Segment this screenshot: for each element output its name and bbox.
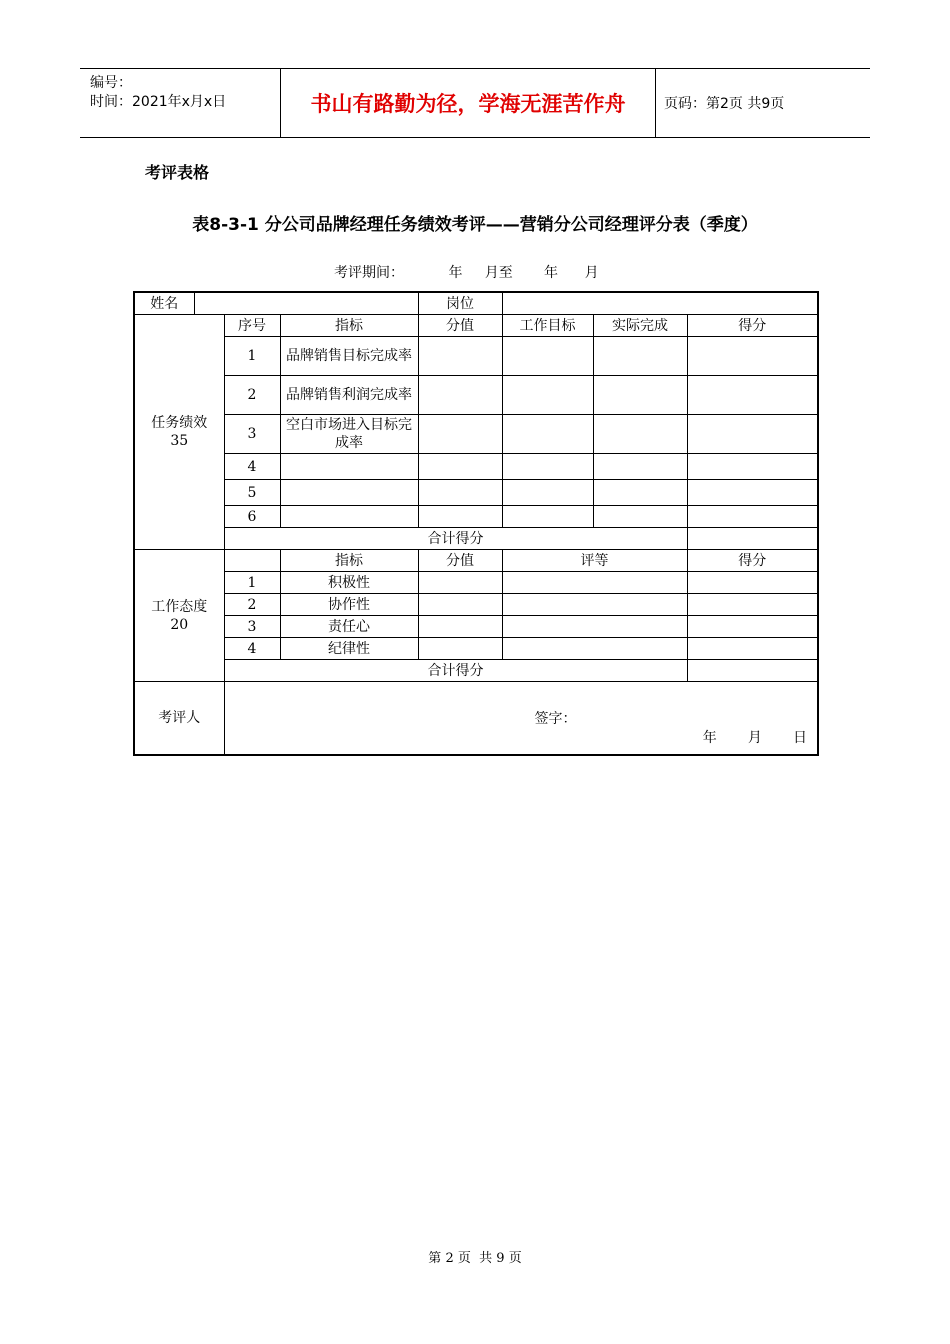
page-indicator: 页码：第2页 共9页 <box>664 96 785 112</box>
target-cell[interactable] <box>502 506 593 528</box>
points-cell[interactable] <box>687 337 818 376</box>
target-cell[interactable] <box>502 454 593 480</box>
row-no: 4 <box>224 454 280 480</box>
page-header <box>80 68 870 138</box>
points-cell[interactable] <box>687 506 818 528</box>
attitude-col-indicator: 指标 <box>280 550 418 572</box>
points-cell[interactable] <box>687 454 818 480</box>
actual-cell[interactable] <box>593 376 687 415</box>
target-cell[interactable] <box>502 337 593 376</box>
row-no: 3 <box>224 616 280 638</box>
table-row <box>134 376 818 415</box>
attitude-total-row <box>134 660 818 682</box>
table-row <box>134 506 818 528</box>
task-total-value[interactable] <box>687 528 818 550</box>
target-cell[interactable] <box>502 480 593 506</box>
task-col-no: 序号 <box>224 315 280 337</box>
evaluator-row <box>134 682 818 756</box>
table-row <box>134 638 818 660</box>
task-group-label: 任务绩效 35 <box>134 315 224 550</box>
row-indicator: 品牌销售目标完成率 <box>280 337 418 376</box>
footer-page-number: 2 <box>445 1251 454 1266</box>
period-line <box>334 262 599 282</box>
actual-cell[interactable] <box>593 337 687 376</box>
table-row <box>134 594 818 616</box>
row-indicator: 品牌销售利润完成率 <box>280 376 418 415</box>
score-cell[interactable] <box>418 454 502 480</box>
attitude-total-label: 合计得分 <box>224 660 687 682</box>
score-cell[interactable] <box>418 594 502 616</box>
table-title: 表8-3-1 分公司品牌经理任务绩效考评——营销分公司经理评分表（季度） <box>192 215 758 235</box>
attitude-header-row <box>134 550 818 572</box>
row-no: 4 <box>224 638 280 660</box>
grade-cell[interactable] <box>502 638 687 660</box>
actual-cell[interactable] <box>593 480 687 506</box>
evaluator-label: 考评人 <box>134 682 224 756</box>
name-label: 姓名 <box>134 292 194 315</box>
attitude-total-value[interactable] <box>687 660 818 682</box>
task-col-indicator: 指标 <box>280 315 418 337</box>
table-row <box>134 480 818 506</box>
task-col-actual: 实际完成 <box>593 315 687 337</box>
points-cell[interactable] <box>687 594 818 616</box>
row-no: 3 <box>224 415 280 454</box>
footer-page-total: 9 <box>496 1251 505 1266</box>
table-row <box>134 454 818 480</box>
row-indicator: 纪律性 <box>280 638 418 660</box>
score-cell[interactable] <box>418 337 502 376</box>
actual-cell[interactable] <box>593 454 687 480</box>
points-cell[interactable] <box>687 415 818 454</box>
table-row <box>134 415 818 454</box>
task-total-label: 合计得分 <box>224 528 687 550</box>
sign-day: 日 <box>793 730 808 746</box>
row-no: 1 <box>224 337 280 376</box>
header-motto: 书山有路勤为径，学海无涯苦作舟 <box>280 69 656 137</box>
score-cell[interactable] <box>418 616 502 638</box>
score-cell[interactable] <box>418 506 502 528</box>
sign-month: 月 <box>747 730 762 746</box>
grade-cell[interactable] <box>502 594 687 616</box>
name-row <box>134 292 818 315</box>
points-cell[interactable] <box>687 638 818 660</box>
number-label: 编号： <box>90 75 132 91</box>
date-label: 时间：2021年x月x日 <box>90 94 227 110</box>
row-no: 1 <box>224 572 280 594</box>
attitude-col-grade: 评等 <box>502 550 687 572</box>
name-input[interactable] <box>194 292 418 315</box>
row-no: 2 <box>224 376 280 415</box>
section-title: 考评表格 <box>145 163 210 182</box>
task-col-target: 工作目标 <box>502 315 593 337</box>
post-input[interactable] <box>502 292 818 315</box>
row-indicator[interactable] <box>280 506 418 528</box>
score-cell[interactable] <box>418 480 502 506</box>
signature-label: 签字： <box>534 711 577 727</box>
score-cell[interactable] <box>418 572 502 594</box>
row-no: 2 <box>224 594 280 616</box>
points-cell[interactable] <box>687 480 818 506</box>
target-cell[interactable] <box>502 376 593 415</box>
actual-cell[interactable] <box>593 415 687 454</box>
score-cell[interactable] <box>418 638 502 660</box>
task-total-row <box>134 528 818 550</box>
period-month: 月 <box>584 265 599 281</box>
attitude-col-no <box>224 550 280 572</box>
score-cell[interactable] <box>418 376 502 415</box>
row-no: 5 <box>224 480 280 506</box>
evaluator-signature-area[interactable] <box>224 682 818 756</box>
row-indicator: 积极性 <box>280 572 418 594</box>
task-header-row <box>134 315 818 337</box>
table-row <box>134 572 818 594</box>
row-indicator: 协作性 <box>280 594 418 616</box>
points-cell[interactable] <box>687 376 818 415</box>
row-indicator[interactable] <box>280 454 418 480</box>
table-row <box>134 616 818 638</box>
row-indicator: 责任心 <box>280 616 418 638</box>
target-cell[interactable] <box>502 415 593 454</box>
period-label: 考评期间： <box>334 265 404 281</box>
page-footer: 第 2 页 共 9 页 <box>428 1251 522 1266</box>
attitude-group-label: 工作态度 20 <box>134 550 224 682</box>
period-year-to: 年 <box>543 265 558 281</box>
points-cell[interactable] <box>687 616 818 638</box>
task-col-score: 分值 <box>418 315 502 337</box>
post-label: 岗位 <box>418 292 502 315</box>
row-no: 6 <box>224 506 280 528</box>
period-year-from: 年 <box>448 265 463 281</box>
score-cell[interactable] <box>418 415 502 454</box>
task-col-points: 得分 <box>687 315 818 337</box>
grade-cell[interactable] <box>502 616 687 638</box>
grade-cell[interactable] <box>502 572 687 594</box>
actual-cell[interactable] <box>593 506 687 528</box>
sign-year: 年 <box>702 730 717 746</box>
row-indicator[interactable] <box>280 480 418 506</box>
attitude-col-score: 分值 <box>418 550 502 572</box>
period-month-to: 月至 <box>484 265 513 281</box>
evaluation-form <box>133 291 819 756</box>
sign-date <box>703 729 807 747</box>
points-cell[interactable] <box>687 572 818 594</box>
row-indicator: 空白市场进入目标完成率 <box>280 415 418 454</box>
attitude-col-points: 得分 <box>687 550 818 572</box>
header-meta <box>80 69 280 137</box>
table-row <box>134 337 818 376</box>
